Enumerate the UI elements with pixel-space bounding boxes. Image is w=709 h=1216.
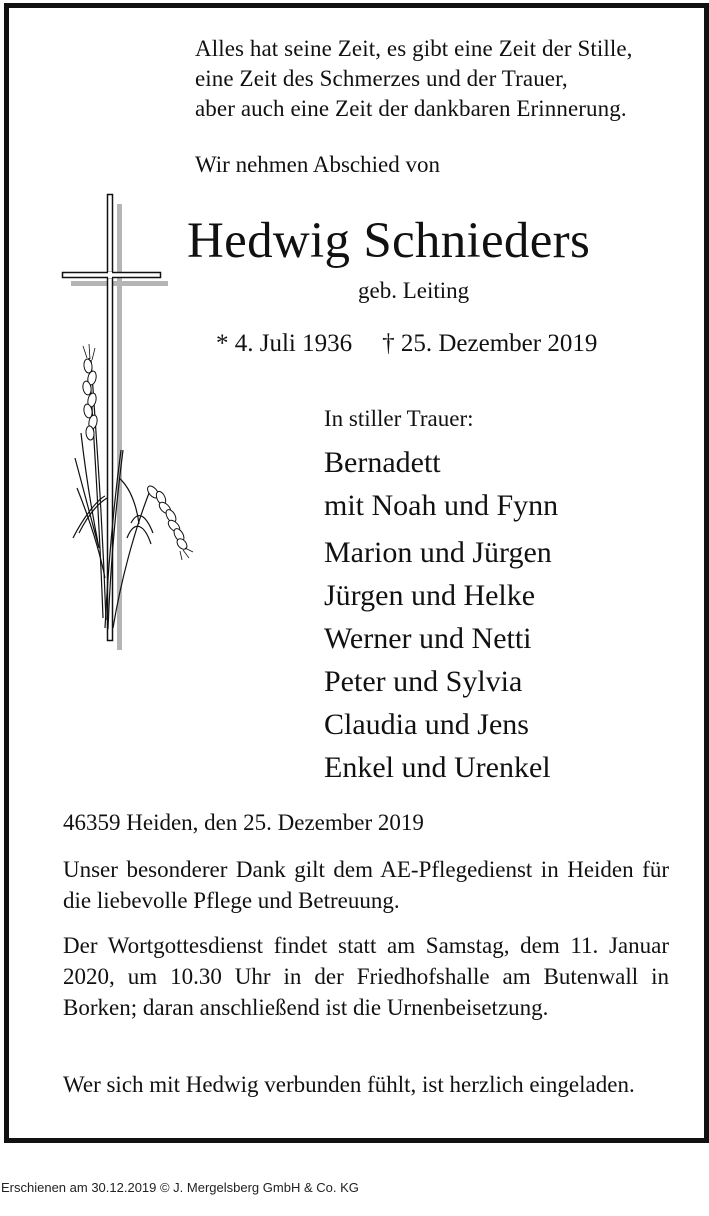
place-and-date: 46359 Heiden, den 25. Dezember 2019 — [63, 810, 424, 835]
thanks-paragraph: Unser besonderer Dank gilt dem AE-Pflegedienst in Heiden für die liebevolle Pflege und Betreuung. — [63, 857, 669, 913]
mourner-item: Bernadett — [324, 446, 441, 479]
motto-line: aber auch eine Zeit der dankbaren Erinnerung. — [195, 96, 627, 121]
mourning-intro: In stiller Trauer: — [324, 406, 474, 431]
maiden-name: geb. Leiting — [358, 278, 470, 303]
mourner-item: Peter und Sylvia — [324, 665, 523, 698]
death-date: † 25. Dezember 2019 — [382, 330, 598, 357]
farewell-intro: Wir nehmen Abschied von — [195, 152, 440, 177]
mourner-item: Werner und Netti — [324, 622, 532, 655]
mourner-item: Jürgen und Helke — [324, 579, 536, 612]
mourner-item: Enkel und Urenkel — [324, 751, 551, 784]
obituary-frame — [4, 3, 709, 1143]
motto-line: Alles hat seine Zeit, es gibt eine Zeit der Stille, — [195, 36, 633, 61]
motto-verse — [195, 34, 633, 124]
motto-line: eine Zeit des Schmerzes und der Trauer, — [195, 66, 568, 91]
publication-footer: Erschienen am 30.12.2019 © J. Mergelsberg GmbH & Co. KG — [1, 1180, 359, 1195]
life-dates — [216, 328, 597, 360]
service-paragraph: Der Wortgottesdienst findet statt am Samstag, dem 11. Januar 2020, um 10.30 Uhr in der Friedhofshalle am Butenwall in Borken; daran anschließend ist die Urnenbeisetzung. — [63, 933, 669, 1020]
mourner-item: mit Noah und Fynn — [324, 489, 559, 522]
mourners-list — [324, 445, 558, 789]
mourner-item: Marion und Jürgen — [324, 536, 552, 569]
deceased-name: Hedwig Schnieders — [187, 213, 591, 269]
mourner-item: Claudia und Jens — [324, 708, 529, 741]
birth-date: * 4. Juli 1936 — [216, 330, 353, 357]
cross-with-wheat-icon — [61, 188, 201, 658]
invitation-paragraph: Wer sich mit Hedwig verbunden fühlt, ist herzlich eingeladen. — [63, 1072, 635, 1097]
